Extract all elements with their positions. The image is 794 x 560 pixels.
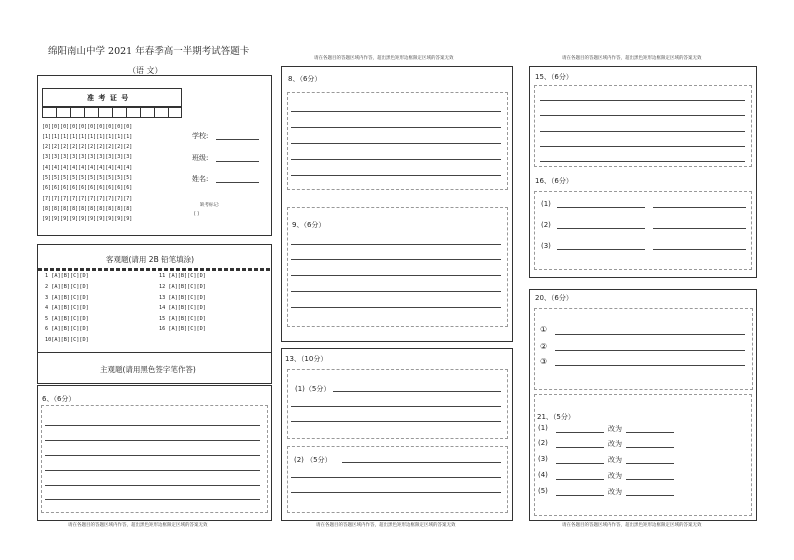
answer-line [45, 425, 260, 426]
class-label: 班级: [192, 154, 209, 162]
q15-label: 15、（6分） [535, 73, 573, 81]
answer-line [291, 477, 501, 478]
choice-item[interactable]: 16 [A][B][C][D] [159, 326, 206, 332]
answer-line [342, 462, 501, 463]
answer-line [626, 432, 674, 433]
subject-label: （语 文） [128, 66, 163, 75]
answer-line [540, 146, 745, 147]
digit-row[interactable]: [7][7][7][7][7][7][7][7][7][7] [42, 196, 133, 202]
digit-row[interactable]: [1][1][1][1][1][1][1][1][1][1] [42, 134, 133, 140]
q20-answer-area[interactable] [534, 308, 753, 390]
answer-line [653, 228, 746, 229]
q21-change-label: 改为 [608, 456, 622, 464]
q21-item-label: (3) [538, 455, 548, 463]
answer-line [540, 115, 745, 116]
answer-line [333, 391, 501, 392]
answer-line [291, 244, 501, 245]
school-field[interactable] [216, 139, 259, 140]
q8-label: 8、（6分） [288, 75, 322, 83]
q21-change-label: 改为 [608, 472, 622, 480]
answer-line [291, 111, 501, 112]
answer-line [555, 365, 745, 366]
class-field[interactable] [216, 161, 259, 162]
answer-line [291, 175, 501, 176]
answer-line [291, 143, 501, 144]
objective-bottom-divider [38, 352, 271, 353]
choice-item[interactable]: 4 [A][B][C][D] [45, 305, 89, 311]
answer-line [653, 207, 746, 208]
q9-label: 9、（6分） [292, 221, 326, 229]
digit-row[interactable]: [4][4][4][4][4][4][4][4][4][4] [42, 165, 133, 171]
exam-number-write-row[interactable] [42, 107, 182, 118]
page-title: 绵阳南山中学 2021 年春季高一半期考试答题卡 [48, 46, 250, 57]
answer-line [291, 421, 501, 422]
boundary-notice-col2-bottom: 请在各题目的答题区域内作答，超出黑色矩形边框限定区域的答案无效 [316, 523, 456, 528]
choice-item[interactable]: 3 [A][B][C][D] [45, 295, 89, 301]
absent-mark-label: 缺考标记: [200, 203, 220, 208]
answer-line [291, 406, 501, 407]
digit-row[interactable]: [6][6][6][6][6][6][6][6][6][6] [42, 185, 133, 191]
q20-item-label: ③ [540, 357, 548, 366]
answer-line [556, 447, 604, 448]
q13-label: 13、（10分） [285, 355, 328, 363]
answer-line [557, 249, 645, 250]
answer-line [557, 228, 645, 229]
q20-item-label: ② [540, 342, 548, 351]
answer-line [291, 259, 501, 260]
answer-line [540, 161, 745, 162]
q21-item-label: (2) [538, 439, 548, 447]
exam-number-box [42, 88, 182, 107]
answer-line [626, 447, 674, 448]
exam-number-label: 准 考 证 号 [87, 94, 130, 102]
choice-item[interactable]: 12 [A][B][C][D] [159, 284, 206, 290]
choice-item[interactable]: 1 [A][B][C][D] [45, 273, 89, 279]
q21-change-label: 改为 [608, 425, 622, 433]
answer-line [45, 499, 260, 500]
digit-row[interactable]: [5][5][5][5][5][5][5][5][5][5] [42, 175, 133, 181]
objective-title: 客观题(请用 2B 铅笔填涂) [106, 255, 195, 264]
answer-line [540, 131, 745, 132]
digit-row[interactable]: [3][3][3][3][3][3][3][3][3][3] [42, 154, 133, 160]
q21-label: 21、（5分） [537, 413, 575, 421]
answer-line [45, 470, 260, 471]
q6-label: 6、（6分） [42, 395, 76, 403]
q15-answer-area[interactable] [534, 85, 752, 167]
q16-item-label: (1) [541, 200, 551, 208]
choice-item[interactable]: 13 [A][B][C][D] [159, 295, 206, 301]
q21-item-label: (1) [538, 424, 548, 432]
answer-line [291, 492, 501, 493]
q16-label: 16、（6分） [535, 177, 573, 185]
q13-2-label: (2) （5分） [294, 456, 332, 464]
boundary-notice-col2-top: 请在各题目的答题区域内作答，超出黑色矩形边框限定区域的答案无效 [314, 56, 454, 61]
digit-row[interactable]: [9][9][9][9][9][9][9][9][9][9] [42, 216, 133, 222]
q21-change-label: 改为 [608, 488, 622, 496]
q16-answer-area[interactable] [534, 191, 752, 270]
objective-divider [38, 268, 271, 271]
answer-line [291, 291, 501, 292]
choice-item[interactable]: 2 [A][B][C][D] [45, 284, 89, 290]
choice-item[interactable]: 15 [A][B][C][D] [159, 316, 206, 322]
answer-line [45, 485, 260, 486]
name-field[interactable] [216, 182, 259, 183]
answer-line [556, 495, 604, 496]
answer-line [291, 159, 501, 160]
answer-line [557, 207, 645, 208]
answer-line [291, 307, 501, 308]
choice-item[interactable]: 6 [A][B][C][D] [45, 326, 89, 332]
boundary-notice-col1-bottom: 请在各题目的答题区域内作答，超出黑色矩形边框限定区域的答案无效 [68, 523, 208, 528]
answer-line [45, 440, 260, 441]
q9-answer-area[interactable] [287, 207, 508, 327]
digit-row[interactable]: [8][8][8][8][8][8][8][8][8][8] [42, 206, 133, 212]
q21-change-label: 改为 [608, 440, 622, 448]
answer-line [626, 479, 674, 480]
boundary-notice-col3-bottom: 请在各题目的答题区域内作答，超出黑色矩形边框限定区域的答案无效 [562, 523, 702, 528]
answer-line [626, 463, 674, 464]
q13-1-label: (1)（5分） [295, 385, 331, 393]
answer-line [626, 495, 674, 496]
answer-line [556, 432, 604, 433]
answer-line [45, 455, 260, 456]
q16-item-label: (3) [541, 242, 551, 250]
answer-line [291, 275, 501, 276]
subjective-title: 主观题(请用黑色签字笔作答) [100, 365, 196, 374]
q6-answer-area[interactable] [41, 405, 268, 513]
answer-line [555, 350, 745, 351]
choice-item[interactable]: 14 [A][B][C][D] [159, 305, 206, 311]
q21-item-label: (5) [538, 487, 548, 495]
answer-line [291, 127, 501, 128]
name-label: 姓名: [192, 175, 209, 183]
absent-mark-box[interactable]: [ ] [194, 212, 199, 217]
choice-item[interactable]: 5 [A][B][C][D] [45, 316, 89, 322]
q20-item-label: ① [540, 325, 548, 334]
answer-line [653, 249, 746, 250]
digit-row[interactable]: [2][2][2][2][2][2][2][2][2][2] [42, 144, 133, 150]
boundary-notice-col3-top: 请在各题目的答题区域内作答，超出黑色矩形边框限定区域的答案无效 [562, 56, 702, 61]
answer-line [556, 463, 604, 464]
choice-item[interactable]: 11 [A][B][C][D] [159, 273, 206, 279]
answer-line [540, 100, 745, 101]
q16-item-label: (2) [541, 221, 551, 229]
digit-row[interactable]: [0][0][0][0][0][0][0][0][0][0] [42, 124, 133, 130]
objective-section [37, 244, 272, 384]
school-label: 学校: [192, 132, 209, 140]
choice-item[interactable]: 10[A][B][C][D] [45, 337, 89, 343]
q21-item-label: (4) [538, 471, 548, 479]
answer-line [556, 479, 604, 480]
q20-label: 20、（6分） [535, 294, 573, 302]
q13-1-answer-area[interactable] [287, 369, 508, 439]
answer-line [555, 334, 745, 335]
